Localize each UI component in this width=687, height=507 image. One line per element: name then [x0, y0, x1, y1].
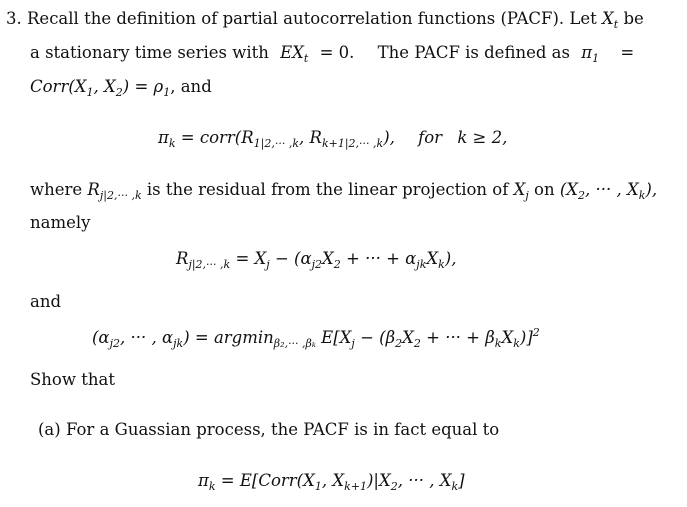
- ext-symbol: $EX_t$: [280, 43, 309, 65]
- eq1-condition: k ≥ 2,: [457, 128, 508, 147]
- equation-gaussian-pacf: [198, 470, 465, 492]
- show-that-line: [30, 369, 115, 391]
- problem-intro-line-3: [30, 76, 212, 98]
- rj-symbol: $R_{j|2,\cdot\cdot\cdot ,k}$: [87, 180, 142, 202]
- xj-symbol: $X_j$: [513, 180, 529, 202]
- on-word: on: [534, 180, 555, 199]
- and-word-1: , and: [170, 77, 212, 96]
- intro-text-1: Recall the definition of partial autocorrelation functions (PACF). Let: [27, 9, 597, 28]
- eq2-rhs: = $X_j - (\alpha_{j2}X_2$ + ··· + $\alpha_{jk}X_k$),: [235, 249, 457, 271]
- where-word: where: [30, 180, 83, 199]
- part-a-text: (a) For a Guassian process, the PACF is in fact equal to: [38, 420, 500, 439]
- eq4-rhs: = $E[Corr(X_1$, $X_{k+1})|X_2$, ··· , $X_k$]: [220, 471, 465, 493]
- tuple-expression: ($X_2$, ··· , $X_k$),: [559, 180, 658, 202]
- where-line: [30, 179, 657, 201]
- and-word-2: and: [30, 292, 62, 311]
- problem-intro-line-1: [6, 8, 644, 30]
- show-that-text: Show that: [30, 370, 115, 389]
- equation-pacf-definition: [158, 127, 507, 149]
- equation-argmin: [92, 327, 540, 349]
- and-line: [30, 291, 61, 313]
- eq1-pi: $\pi_k$: [158, 128, 176, 150]
- eq3-rhs: $E[X_j - (\beta_2X_2$ + ··· + $\beta_kX_k)]^2$: [321, 326, 540, 350]
- namely-word: namely: [30, 213, 91, 232]
- corr-expression: $Corr(X_1$, $X_2) = \rho_1$: [30, 77, 171, 99]
- intro-text-2b: The PACF is defined as: [377, 43, 570, 62]
- eq3-lhs: ($\alpha_{j2}$, ··· , $\alpha_{jk}) = argmin_{\beta_2,\cdot\cdot\cdot ,\beta_k}$: [92, 328, 316, 350]
- eq4-lhs: $\pi_k$: [198, 471, 216, 493]
- xt-symbol: $X_t$: [602, 9, 619, 31]
- pi1-symbol: $\pi_1$: [581, 43, 600, 65]
- be-word: be: [623, 9, 644, 28]
- eq1-rhs: = $corr(R_{1|2,\cdot\cdot\cdot ,k}$, $R_{k+1|2,\cdot\cdot\cdot ,k}$),: [180, 128, 395, 150]
- where-rest: is the residual from the linear projection of: [146, 180, 509, 199]
- equals-sign: =: [620, 43, 635, 62]
- part-a-line: [38, 419, 499, 441]
- intro-text-2a: a stationary time series with: [30, 43, 269, 62]
- namely-line: [30, 212, 90, 234]
- eq2-lhs: $R_{j|2,\cdot\cdot\cdot ,k}$: [176, 249, 231, 271]
- eq1-for: for: [418, 128, 443, 147]
- eq-zero: = 0.: [319, 43, 355, 62]
- equation-residual: [176, 248, 456, 270]
- problem-intro-line-2: [30, 42, 634, 64]
- problem-number: 3.: [6, 9, 22, 28]
